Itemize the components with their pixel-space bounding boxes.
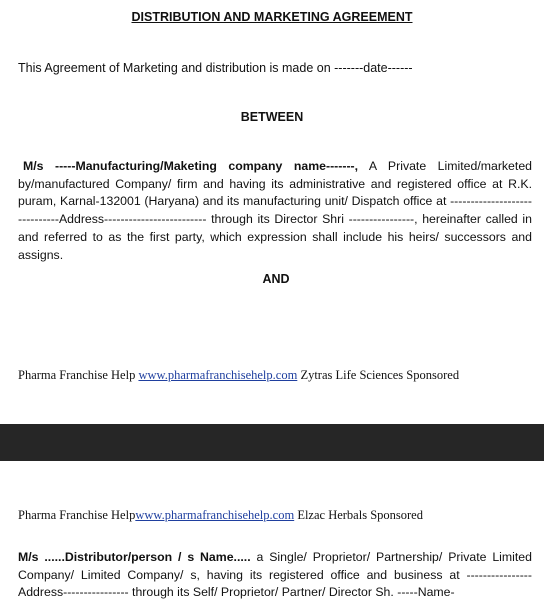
page-separator xyxy=(0,424,544,461)
footer-sponsor: Zytras Life Sciences Sponsored xyxy=(297,368,460,382)
header-sponsor: Elzac Herbals Sponsored xyxy=(294,508,423,522)
second-party-paragraph xyxy=(18,549,532,600)
first-party-name: M/s -----Manufacturing/Maketing company name-------, xyxy=(23,159,359,173)
second-party-body: a Single/ Proprietor/ Partnership/ Private Limited Company/ Limited Company/ s, having its registered office and business at ----------------Address---------------- through its Self/ Proprietor/ Partner/ Director Sh. -----Name- xyxy=(18,550,532,600)
header-website-link[interactable]: www.pharmafranchisehelp.com xyxy=(135,508,295,522)
page-footer-1 xyxy=(18,368,459,383)
agreement-intro: This Agreement of Marketing and distribution is made on -------date------ xyxy=(18,61,413,75)
and-heading: AND xyxy=(262,272,290,286)
footer-website-link[interactable]: www.pharmafranchisehelp.com xyxy=(138,368,298,382)
footer-prefix: Pharma Franchise Help xyxy=(18,368,139,382)
second-party-name: M/s ......Distributor/person / s Name..... xyxy=(18,550,251,564)
first-party-paragraph xyxy=(18,158,532,264)
header-prefix: Pharma Franchise Help xyxy=(18,508,136,522)
agreement-title: DISTRIBUTION AND MARKETING AGREEMENT xyxy=(131,10,413,24)
document-page-2 xyxy=(0,461,544,600)
page-header-2 xyxy=(18,508,423,523)
first-party-body: A Private Limited/marketed by/manufactured Company/ firm and having its administrative and registered office at R.K. puram, Karnal-132001 (Haryana) and its manufacturing unit/ Dispatch office at ------------------------------Address------------------------- through its Director Shri ----------------, hereinafter called in and referred to as the first party, which expression shall include his heirs/ successors and assigns. xyxy=(18,159,532,262)
between-heading: BETWEEN xyxy=(240,110,304,124)
